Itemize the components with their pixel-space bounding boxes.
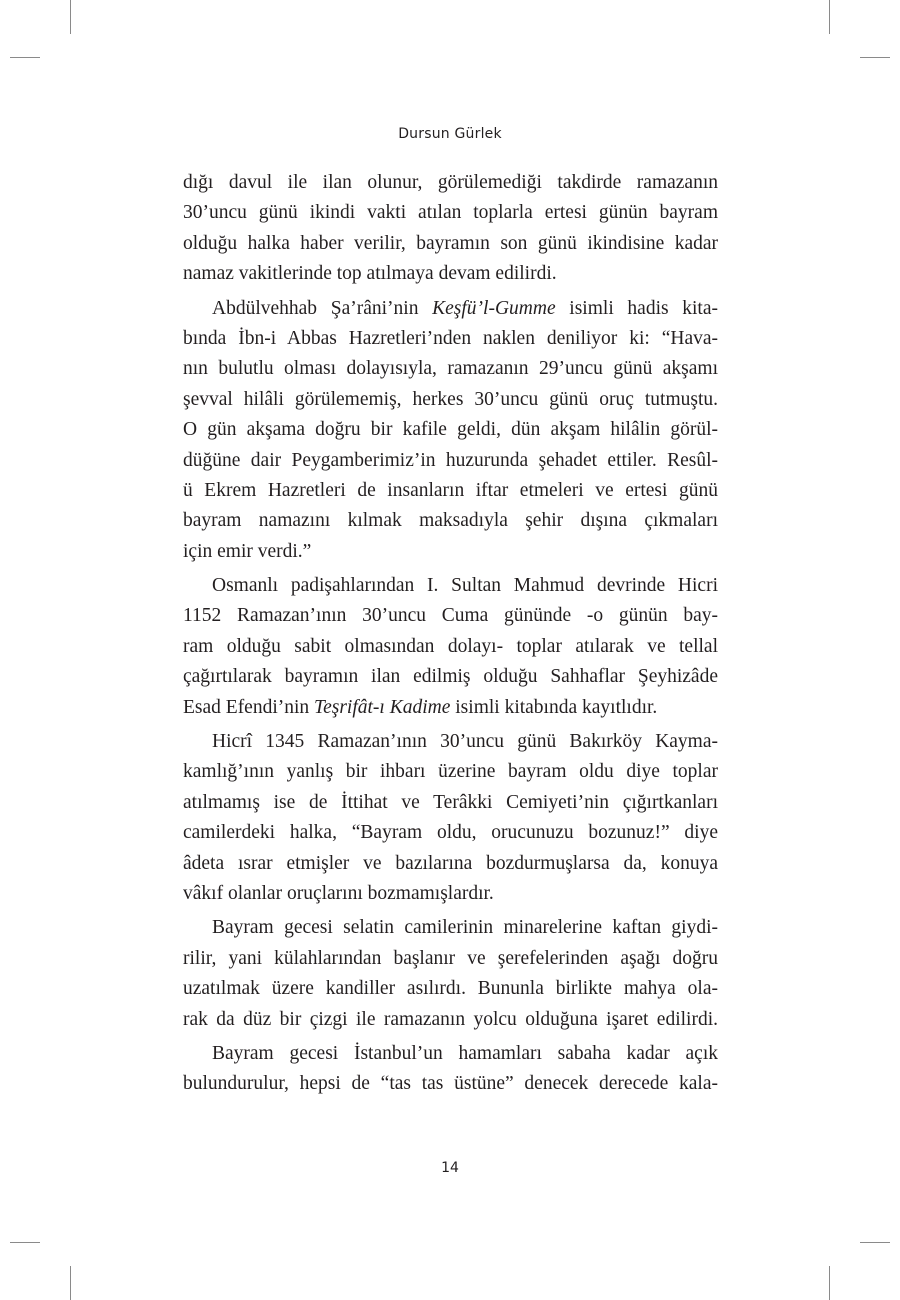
text-line: 30’uncu günü ikindi vakti atılan toplarla ertesi günün bayram (183, 202, 718, 224)
text-line: Hicrî 1345 Ramazan’ının 30’uncu günü Bakırköy Kayma- (212, 731, 718, 753)
text-line: dığı davul ile ilan olunur, görülemediği takdirde ramazanın (183, 172, 718, 193)
text-line: bayram namazını kılmak maksadıyla şehir dışına çıkmaları (183, 510, 718, 532)
book-title: Teşrifât-ı Kadime (314, 696, 451, 718)
text-line: kamlığ’ının yanlış bir ihbarı üzerine bayram oldu diye toplar (183, 761, 718, 783)
text-line: şevval hilâli görülememiş, herkes 30’uncu günü oruç tutmuştu. (183, 388, 718, 410)
text-line: Osmanlı padişahlarından I. Sultan Mahmud devrinde Hicri (212, 575, 718, 597)
page-number: 14 (441, 1160, 459, 1176)
crop-mark-top-right (829, 0, 830, 34)
text-line: namaz vakitlerinde top atılmaya devam edilirdi. (183, 263, 557, 285)
crop-mark-bottom-right (829, 1266, 830, 1300)
text-line: ram olduğu sabit olmasından dolayı- toplar atılarak ve tellal (183, 635, 718, 657)
crop-mark-bottom-left (10, 1242, 40, 1243)
text-line: rilir, yani külahlarından başlanır ve şerefelerinden aşağı doğru (183, 947, 718, 969)
text-line: camilerdeki halka, “Bayram oldu, orucunuzu bozunuz!” diye (183, 822, 718, 844)
paragraph (183, 168, 718, 290)
text-line: 1152 Ramazan’ının 30’uncu Cuma gününde -o günün bay- (183, 605, 718, 627)
text-line (183, 294, 718, 324)
paragraph (183, 727, 718, 909)
text-line: atılmamış ise de İttihat ve Terâkki Cemiyeti’nin çığırtkanları (183, 791, 718, 813)
text-run: isimli hadis kita- (555, 297, 718, 319)
running-head: Dursun Gürlek (398, 126, 502, 142)
text-line: rak da düz bir çizgi ile ramazanın yolcu olduğuna işaret edilirdi. (183, 1008, 718, 1030)
text-run: isimli kitabında kayıtlıdır. (450, 696, 658, 718)
text-line: çağırtılarak bayramın ilan edilmiş olduğu Sahhaflar Şeyhizâde (183, 666, 718, 688)
crop-mark-top-right (860, 57, 890, 58)
paragraph (183, 294, 718, 568)
paragraph (183, 913, 718, 1035)
text-line: olduğu halka haber verilir, bayramın son günü ikindisine kadar (183, 232, 718, 254)
text-line: ü Ekrem Hazretleri de insanların iftar etmeleri ve ertesi günü (183, 479, 718, 501)
paragraph (183, 1039, 718, 1100)
text-line: için emir verdi.” (183, 540, 312, 562)
text-line: bında İbn-i Abbas Hazretleri’nden naklen deniliyor ki: “Hava- (183, 327, 718, 349)
text-line: düğüne dair Peygamberimiz’in huzurunda şehadet ettiler. Resûl- (183, 449, 718, 471)
text-line: Bayram gecesi selatin camilerinin minarelerine kaftan giydi- (212, 917, 718, 939)
text-run: Esad Efendi’nin (183, 696, 315, 718)
paragraph (183, 571, 718, 723)
text-line: âdeta ısrar etmişler ve bazılarına bozdurmuşlarsa da, konuya (183, 852, 718, 874)
text-line: O gün akşama doğru bir kafile geldi, dün akşam hilâlin görül- (183, 419, 718, 441)
book-title: Keşfü’l-Gumme (432, 297, 556, 319)
text-line: uzatılmak üzere kandiller asılırdı. Bununla birlikte mahya ola- (183, 978, 718, 1000)
text-line: bulundurulur, hepsi de “tas tas üstüne” denecek derecede kala- (183, 1073, 718, 1095)
crop-mark-top-left (70, 0, 71, 34)
text-line: Bayram gecesi İstanbul’un hamamları sabaha kadar açık (212, 1042, 718, 1064)
text-line: nın bulutlu olması dolayısıyla, ramazanın 29’uncu günü akşamı (183, 358, 718, 380)
text-line: vâkıf olanlar oruçlarını bozmamışlardır. (183, 882, 494, 904)
text-line (183, 693, 718, 723)
body-text (183, 168, 718, 1104)
text-run: Abdülvehhab Şa’râni’nin (212, 297, 433, 319)
crop-mark-bottom-left (70, 1266, 71, 1300)
crop-mark-bottom-right (860, 1242, 890, 1243)
crop-mark-top-left (10, 57, 40, 58)
